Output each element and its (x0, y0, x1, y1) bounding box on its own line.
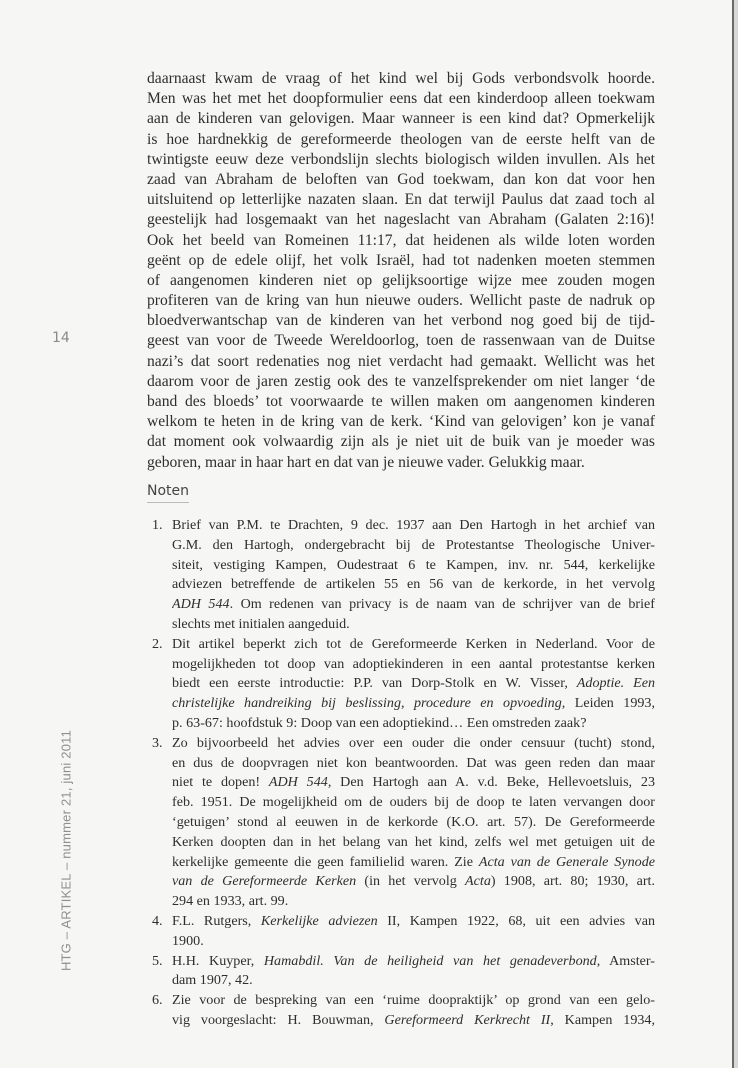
footnote-line (172, 694, 655, 714)
footnote-italic-title: Acta (465, 873, 491, 890)
body-line: geënt op de edele olijf, het volk Israël, had tot nadenken moeten stemmen (147, 251, 655, 269)
footnote-line (172, 773, 655, 793)
footnote-number: 1. (152, 517, 163, 533)
body-line: dat moment ook volwaardig zijn als je niet uit de buik van je moeder was (147, 433, 655, 451)
notes-heading: Noten (147, 483, 189, 503)
footnote (152, 991, 655, 1031)
body-line: daarom voor de jaren zestig ook des te vanzelfsprekender om niet langer ‘de (147, 372, 655, 390)
footnote-text: kerkelijke gemeente die geen familielid waren. Zie (172, 853, 479, 870)
footnote-line (172, 912, 655, 932)
body-line: daarnaast kwam de vraag of het kind wel bij Gods verbondsvolk hoorde. (147, 70, 655, 87)
footnote-text: H.H. Kuyper, (172, 952, 264, 969)
footnote-text: 294 en 1933, art. 99. (172, 893, 289, 910)
footnote-italic-title: ADH 544 (268, 774, 328, 791)
footnote-line (172, 674, 655, 694)
footnote-text: Brief van P.M. te Drachten, 9 dec. 1937 aan Den Hartogh in het archief van (172, 517, 655, 533)
footnote-text: Kerken doopten dan in het belang van het kind, zelfs wel met getuigen uit de (172, 833, 655, 850)
footnote-italic-title: Acta van de Generale Synode (478, 853, 655, 870)
footnote-line (172, 971, 655, 991)
footnote-italic-title: Kerkelijke adviezen (260, 912, 378, 929)
footnote-text: Dit artikel beperkt zich tot de Gereformeerde Kerken in Nederland. Voor de (172, 635, 655, 652)
footnote (152, 734, 655, 912)
footnote-italic-title: Gereformeerd Kerkrecht II (384, 1011, 551, 1028)
body-line: Men was het met het doopformulier eens dat een kinderdoop alleen toekwam (147, 90, 655, 108)
body-line: nazi’s dat soort redenaties nog niet verdacht had gemaakt. Wellicht was het (147, 352, 655, 370)
body-line: bloedverwantschap van de kinderen van het verbond nog goed bij de tijd- (147, 312, 655, 330)
body-line: profiteren van de kring van hun nieuwe ouders. Wellicht paste de nadruk op (147, 292, 655, 310)
footnote-text: , Den Hartogh aan A. v.d. Beke, Hellevoetsluis, 23 (327, 774, 655, 791)
running-head: HTG – ARTIKEL – nummer 21, juni 2011 (58, 729, 74, 972)
footnote-text: feb. 1951. De mogelijkheid om de ouders bij de doop te laten vervangen door (172, 794, 655, 811)
footnote-text: ) 1908, art. 80; 1930, art. (490, 873, 655, 890)
footnote (152, 912, 655, 952)
footnote-text: en dus de doopvragen niet kon beantwoorden. Dat was geen reden dan maar (172, 754, 655, 771)
notes-list (152, 516, 655, 1031)
footnote-line (172, 892, 655, 912)
footnote-line (172, 793, 655, 813)
footnote-text: dam 1907, 42. (172, 972, 253, 989)
footnote-line (172, 615, 655, 635)
footnote-number: 2. (152, 635, 163, 652)
body-line: uitsluitend op letterlijke nazaten slaan. En dat terwijl Paulus dat zaad toch al (147, 191, 655, 209)
footnote-line (172, 734, 655, 754)
body-line: aan de kinderen van gelovigen. Maar wanneer is een kind dat? Opmerkelijk (147, 110, 655, 128)
footnote-line (172, 714, 655, 734)
footnote-text: biedt een eerste introductie: P.P. van Dorp-Stolk en W. Visser, (172, 675, 577, 692)
footnote-text: G.M. den Hartogh, ondergebracht bij de Protestantse Theologische Univer- (172, 536, 655, 553)
footnote-text: siteit, vestiging Kampen, Oudestraat 6 te Kampen, inv. nr. 544, kerkelijke (172, 556, 655, 573)
footnote-italic-title: Adoptie. Een (576, 675, 655, 692)
page-edge-line (732, 0, 734, 1068)
footnote (152, 952, 655, 992)
footnote-text: slechts met initialen aangeduid. (172, 615, 350, 632)
footnote-line (172, 595, 655, 615)
footnote-text: Zie voor de bespreking van een ‘ruime doopraktijk’ op grond van een gelo- (172, 992, 655, 1009)
footnote-text: . Om redenen van privacy is de naam van de schrijver van de brief (229, 596, 655, 613)
footnote-text: (in het vervolg (356, 873, 466, 890)
footnote-line (172, 516, 655, 536)
footnote-line (172, 872, 655, 892)
body-line: twintigste eeuw deze verbondslijn slechts biologisch wilden invullen. Als het (147, 150, 655, 168)
footnote-text: p. 63-67: hoofdstuk 9: Doop van een adoptiekind… Een omstreden zaak? (172, 714, 587, 731)
footnote-number: 3. (152, 734, 163, 751)
footnote (152, 635, 655, 734)
footnote-number: 5. (152, 952, 163, 969)
footnote-italic-title: Hamabdil. Van de heiligheid van het genadeverbond (263, 952, 597, 969)
page-number: 14 (52, 330, 70, 346)
footnote-line (172, 952, 655, 972)
footnote-text: adviezen betreffende de artikelen 55 en 56 van de kerkorde, in het vervolg (172, 576, 655, 593)
footnote-text: F.L. Rutgers, (172, 912, 261, 929)
footnote-line (172, 536, 655, 556)
body-line: geboren, maar in haar hart en dat van je nieuwe vader. Gelukkig maar. (147, 453, 585, 471)
footnote (152, 516, 655, 635)
body-line: Ook het beeld van Romeinen 11:17, dat heidenen als wilde loten worden (147, 231, 655, 249)
body-line: band des bloeds’ tot voorwaarde te willen maken om aangenomen kinderen (147, 393, 655, 410)
footnote-line (172, 853, 655, 873)
footnote-italic-title: ADH 544 (172, 596, 230, 613)
footnote-text: ‘getuigen’ stond al eeuwen in de kerkorde (K.O. art. 57). De Gereformeerde (172, 813, 655, 830)
footnote-line (172, 556, 655, 576)
footnote-text: vig voorgeslacht: H. Bouwman, (172, 1011, 385, 1028)
footnote-number: 4. (152, 912, 163, 929)
footnote-text: , Leiden 1993, (561, 695, 655, 712)
footnote-text: niet te dopen! (172, 774, 269, 791)
body-line: geest van voor de Tweede Wereldoorlog, toen de rassenwaan van de Duitse (147, 332, 655, 350)
body-line: of aangenomen kinderen niet op gelijksoortige wijze mee zouden mogen (147, 271, 655, 289)
footnote-text: II, Kampen 1922, 68, uit een advies van (377, 912, 655, 929)
footnote-italic-title: christelijke handreiking bij beslissing, procedure en opvoeding (172, 695, 562, 712)
page-edge-shadow (734, 0, 738, 1068)
footnote-italic-title: van de Gereformeerde Kerken (172, 873, 357, 890)
footnote-text: Zo bijvoorbeeld het advies over een ouder die onder censuur (tucht) stond, (172, 734, 655, 751)
footnote-line (172, 754, 655, 774)
footnote-line (172, 635, 655, 655)
body-line: geestelijk had losgemaakt van het nageslacht van Abraham (Galaten 2:16)! (147, 211, 655, 229)
body-text (147, 69, 655, 473)
footnote-text: , Amster- (596, 952, 655, 969)
footnote-text: , Kampen 1934, (550, 1011, 655, 1028)
footnote-number: 6. (152, 992, 163, 1009)
footnote-line (172, 813, 655, 833)
footnote-line (172, 655, 655, 675)
footnote-line (172, 575, 655, 595)
footnote-line (172, 1011, 655, 1031)
body-line: zaad van Abraham de beloften van God toekwam, dan kon dat voor hen (147, 170, 655, 188)
footnote-line (172, 932, 655, 952)
footnote-text: 1900. (172, 932, 204, 949)
footnote-text: mogelijkheden tot doop van adoptiekinderen in een aantal protestantse kerken (172, 655, 655, 672)
footnote-line (172, 991, 655, 1011)
body-line: is hoe hardnekkig de gereformeerde theologen van de eerste helft van de (147, 130, 655, 148)
footnote-line (172, 833, 655, 853)
body-line: welkom te heten in de kring van de kerk. ‘Kind van gelovigen’ kon je vanaf (147, 413, 655, 431)
